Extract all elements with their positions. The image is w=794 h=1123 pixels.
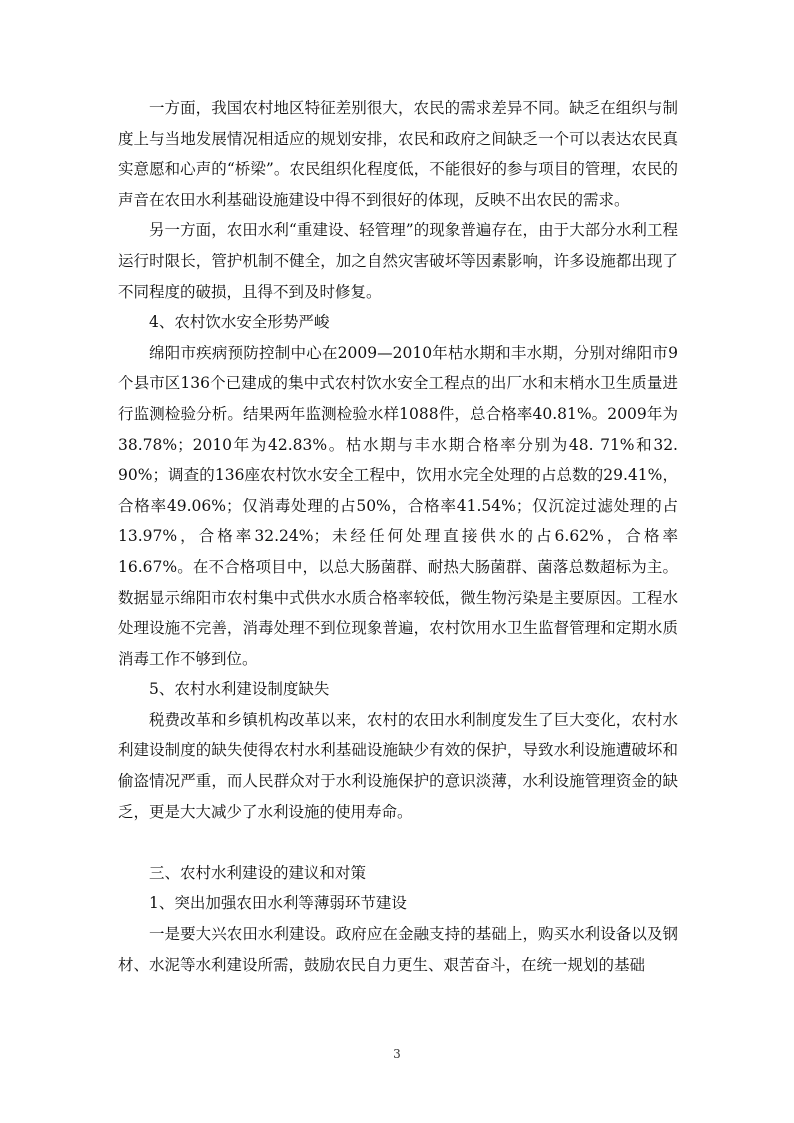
section-heading-5: 5、农村水利建设制度缺失: [149, 680, 330, 699]
chapter-heading-3: 三、农村水利建设的建议和对策: [149, 863, 367, 882]
section-heading-4: 4、农村饮水安全形势严峻: [149, 313, 330, 332]
paragraph-5: 一是要大兴农田水利建设。政府应在金融支持的基础上，购买水利设备以及钢材、水泥等水利建设所需，鼓励农民自力更生、艰苦奋斗，在统一规划的基础: [118, 925, 678, 974]
blank-line: [118, 827, 678, 858]
paragraph-1: 一方面，我国农村地区特征差别很大，农民的需求差异不同。缺乏在组织与制度上与当地发展情况相适应的规划安排，农民和政府之间缺乏一个可以表达农民真实意愿和心声的“桥梁”。农民组织化程度低，不能很好的参与项目的管理，农民的声音在农田水利基础设施建设中得不到很好的体现，反映不出农民的需求。: [118, 99, 678, 209]
page-number: 3: [393, 1047, 401, 1061]
paragraph-2: 另一方面，农田水利“重建设、轻管理”的现象普遍存在，由于大部分水利工程运行时限长，管护机制不健全，加之自然灾害破坏等因素影响，许多设施都出现了不同程度的破损，且得不到及时修复。: [118, 221, 678, 301]
body-text: [118, 93, 678, 980]
paragraph-3: 绵阳市疾病预防控制中心在2009—2010年枯水期和丰水期，分别对绵阳市9个县市区136个已建成的集中式农村饮水安全工程点的出厂水和末梢水卫生质量进行监测检验分析。结果两年监测检验水样1088件，总合格率40.81%。2009年为38.78%；2010年为42.83%。枯水期与丰水期合格率分别为48. 71%和32. 90%；调查的136座农村饮水安全工程中，饮用水完全处理的占总数的29.41%，合格率49.06%；仅消毒处理的占50%，合格率41.54%；仅沉淀过滤处理的占13.97%，合格率32.24%；未经任何处理直接供水的占6.62%，合格率16.67%。在不合格项目中，以总大肠菌群、耐热大肠菌群、菌落总数超标为主。数据显示绵阳市农村集中式供水水质合格率较低，微生物污染是主要原因。工程水处理设施不完善，消毒处理不到位现象普遍，农村饮用水卫生监督管理和定期水质消毒工作不够到位。: [118, 343, 678, 668]
section-heading-1: 1、突出加强农田水利等薄弱环节建设: [149, 894, 407, 913]
paragraph-4: 税费改革和乡镇机构改革以来，农村的农田水利制度发生了巨大变化，农村水利建设制度的缺失使得农村水利基础设施缺少有效的保护，导致水利设施遭破坏和偷盗情况严重，而人民群众对于水利设施保护的意识淡薄，水利设施管理资金的缺乏，更是大大减少了水利设施的使用寿命。: [118, 710, 678, 821]
